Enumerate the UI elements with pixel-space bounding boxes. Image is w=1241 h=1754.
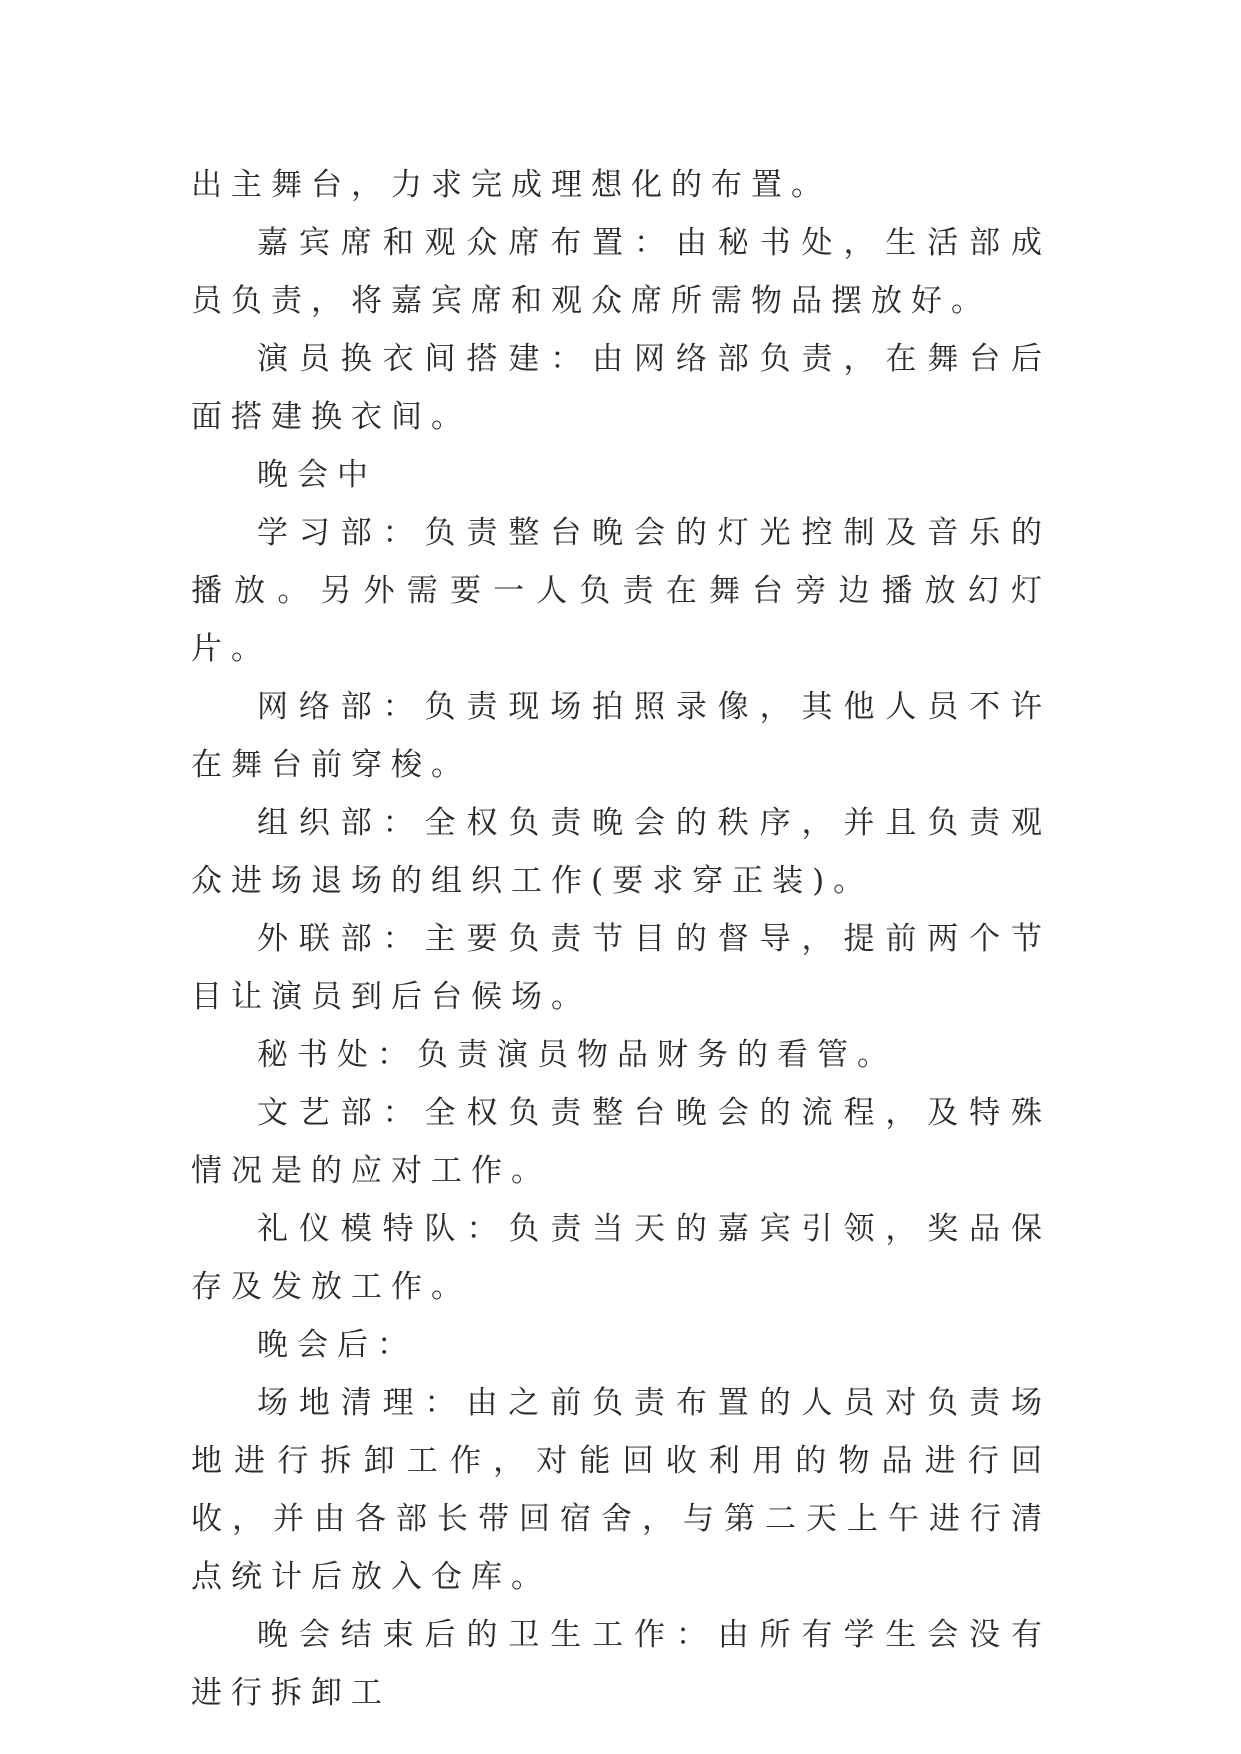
paragraph: 组织部：全权负责晚会的秩序，并且负责观众进场退场的组织工作(要求穿正装)。 [191,805,1051,899]
document-body [191,156,1051,1722]
paragraph: 秘书处：负责演员物品财务的看管。 [257,1037,897,1073]
paragraph: 场地清理：由之前负责布置的人员对负责场地进行拆卸工作，对能回收利用的物品进行回收，并由各部长带回宿舍，与第二天上午进行清点统计后放入仓库。 [191,1385,1051,1595]
paragraph: 晚会结束后的卫生工作：由所有学生会没有进行拆卸工 [191,1617,1051,1711]
paragraph: 网络部：负责现场拍照录像，其他人员不许在舞台前穿梭。 [191,689,1051,783]
paragraph: 出主舞台，力求完成理想化的布置。 [191,167,831,203]
section-heading: 晚会后： [257,1327,417,1363]
section-heading: 晚会中 [257,457,377,493]
paragraph: 礼仪模特队：负责当天的嘉宾引领，奖品保存及发放工作。 [191,1211,1051,1305]
paragraph: 嘉宾席和观众席布置：由秘书处，生活部成员负责，将嘉宾席和观众席所需物品摆放好。 [191,225,1051,319]
paragraph: 学习部：负责整台晚会的灯光控制及音乐的播放。另外需要一人负责在舞台旁边播放幻灯片。 [191,515,1051,667]
paragraph: 演员换衣间搭建：由网络部负责，在舞台后面搭建换衣间。 [191,341,1051,435]
paragraph: 文艺部：全权负责整台晚会的流程，及特殊情况是的应对工作。 [191,1095,1051,1189]
paragraph: 外联部：主要负责节目的督导，提前两个节目让演员到后台候场。 [191,921,1051,1015]
